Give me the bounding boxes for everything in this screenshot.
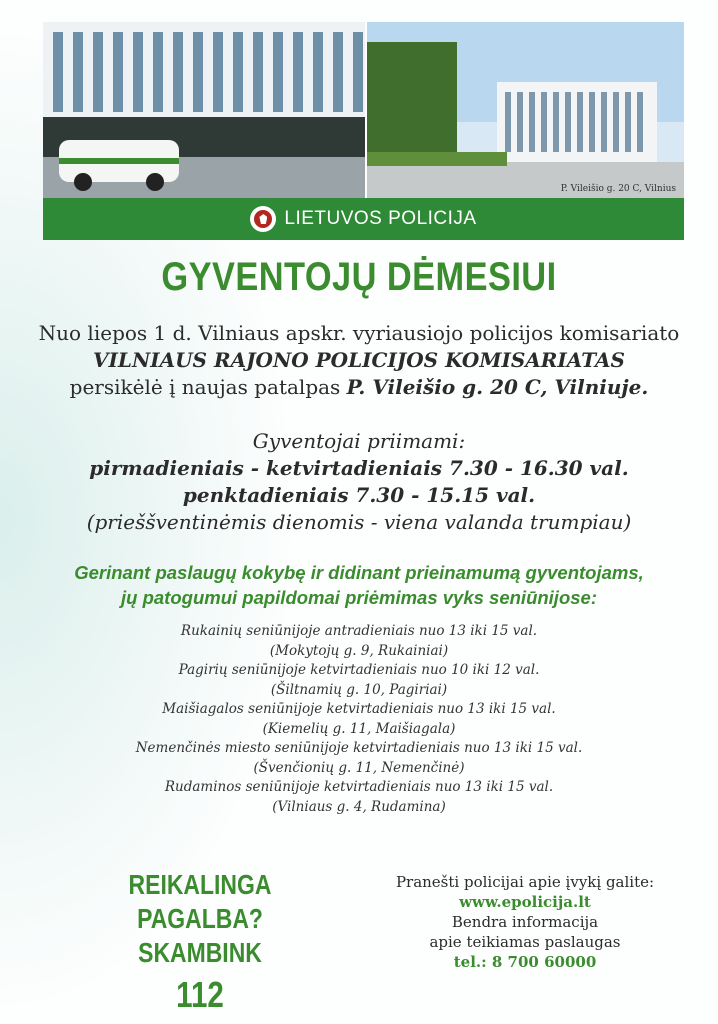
- building-photo-left: [43, 22, 365, 198]
- hours-friday: penktadieniais 7.30 - 15.15 val.: [182, 483, 536, 507]
- eldership-address: (Vilniaus g. 4, Rudamina): [272, 798, 446, 815]
- hours-intro: Gyventojai priimami:: [252, 429, 466, 453]
- eldership-schedule: Rukainių seniūnijoje antradieniais nuo 13 iki 15 val.: [180, 623, 538, 639]
- eldership-address: (Šiltnamių g. 10, Pagiriai): [270, 681, 448, 698]
- improvement-line-1: Gerinant paslaugų kokybę ir didinant prieinamumą gyventojams,: [74, 562, 644, 583]
- emergency-callout: [40, 868, 360, 1020]
- help-question: REIKALINGA PAGALBA?: [128, 869, 272, 934]
- intro-line-2: VILNIAUS RAJONO POLICIJOS KOMISARIATAS: [93, 348, 625, 372]
- eldership-address: (Mokytojų g. 9, Rukainiai): [269, 642, 449, 659]
- eldership-address: (Kiemelių g. 11, Maišiagala): [262, 720, 456, 737]
- page-headline: GYVENTOJŲ DĖMESIUI: [161, 255, 557, 299]
- contact-info: [380, 872, 670, 972]
- banner-title: LIETUVOS POLICIJA: [284, 208, 477, 229]
- improvement-line-2: jų patogumui papildomai priėmimas vyks seniūnijose:: [121, 587, 597, 608]
- report-text: Pranešti policijai apie įvykį galite:: [395, 873, 655, 891]
- eldership-address: (Švenčionių g. 11, Nemenčinė): [253, 759, 465, 776]
- info-line-2: apie teikiamas paslaugas: [429, 933, 621, 951]
- eldership-schedule: Maišiagalos seniūnijoje ketvirtadieniais nuo 13 iki 15 val.: [162, 701, 556, 717]
- intro-address: P. Vileišio g. 20 C, Vilniuje.: [346, 375, 649, 399]
- phone-number[interactable]: tel.: 8 700 60000: [453, 953, 597, 971]
- eldership-schedule: Pagirių seniūnijoje ketvirtadieniais nuo 10 iki 12 val.: [178, 662, 540, 678]
- intro-line-1: Nuo liepos 1 d. Vilniaus apskr. vyriausiojo policijos komisariato: [38, 321, 680, 345]
- police-banner: [43, 198, 684, 240]
- info-line-1: Bendra informacija: [451, 913, 599, 931]
- header-photos: [43, 22, 684, 198]
- eldership-list: [0, 622, 718, 817]
- relocation-notice: [0, 320, 718, 401]
- opening-hours: [0, 428, 718, 536]
- intro-line-3: [0, 374, 718, 401]
- photo-address-caption: P. Vileišio g. 20 C, Vilnius: [560, 184, 676, 194]
- improvement-notice: [0, 560, 718, 610]
- hours-weekdays: pirmadieniais - ketvirtadieniais 7.30 - 16.30 val.: [89, 456, 629, 480]
- hours-note: (prieššventinėmis dienomis - viena valanda trumpiau): [86, 510, 632, 534]
- emergency-number: 112: [176, 974, 224, 1015]
- help-call: SKAMBINK: [138, 937, 262, 968]
- eldership-schedule: Nemenčinės miesto seniūnijoje ketvirtadieniais nuo 13 iki 15 val.: [135, 740, 583, 756]
- website-link[interactable]: www.epolicija.lt: [459, 893, 591, 911]
- building-photo-right: [367, 22, 684, 198]
- intro-line-3-prefix: persikėlė į naujas patalpas: [69, 375, 347, 399]
- eldership-schedule: Rudaminos seniūnijoje ketvirtadieniais nuo 13 iki 15 val.: [164, 779, 554, 795]
- police-badge-icon: [250, 206, 276, 232]
